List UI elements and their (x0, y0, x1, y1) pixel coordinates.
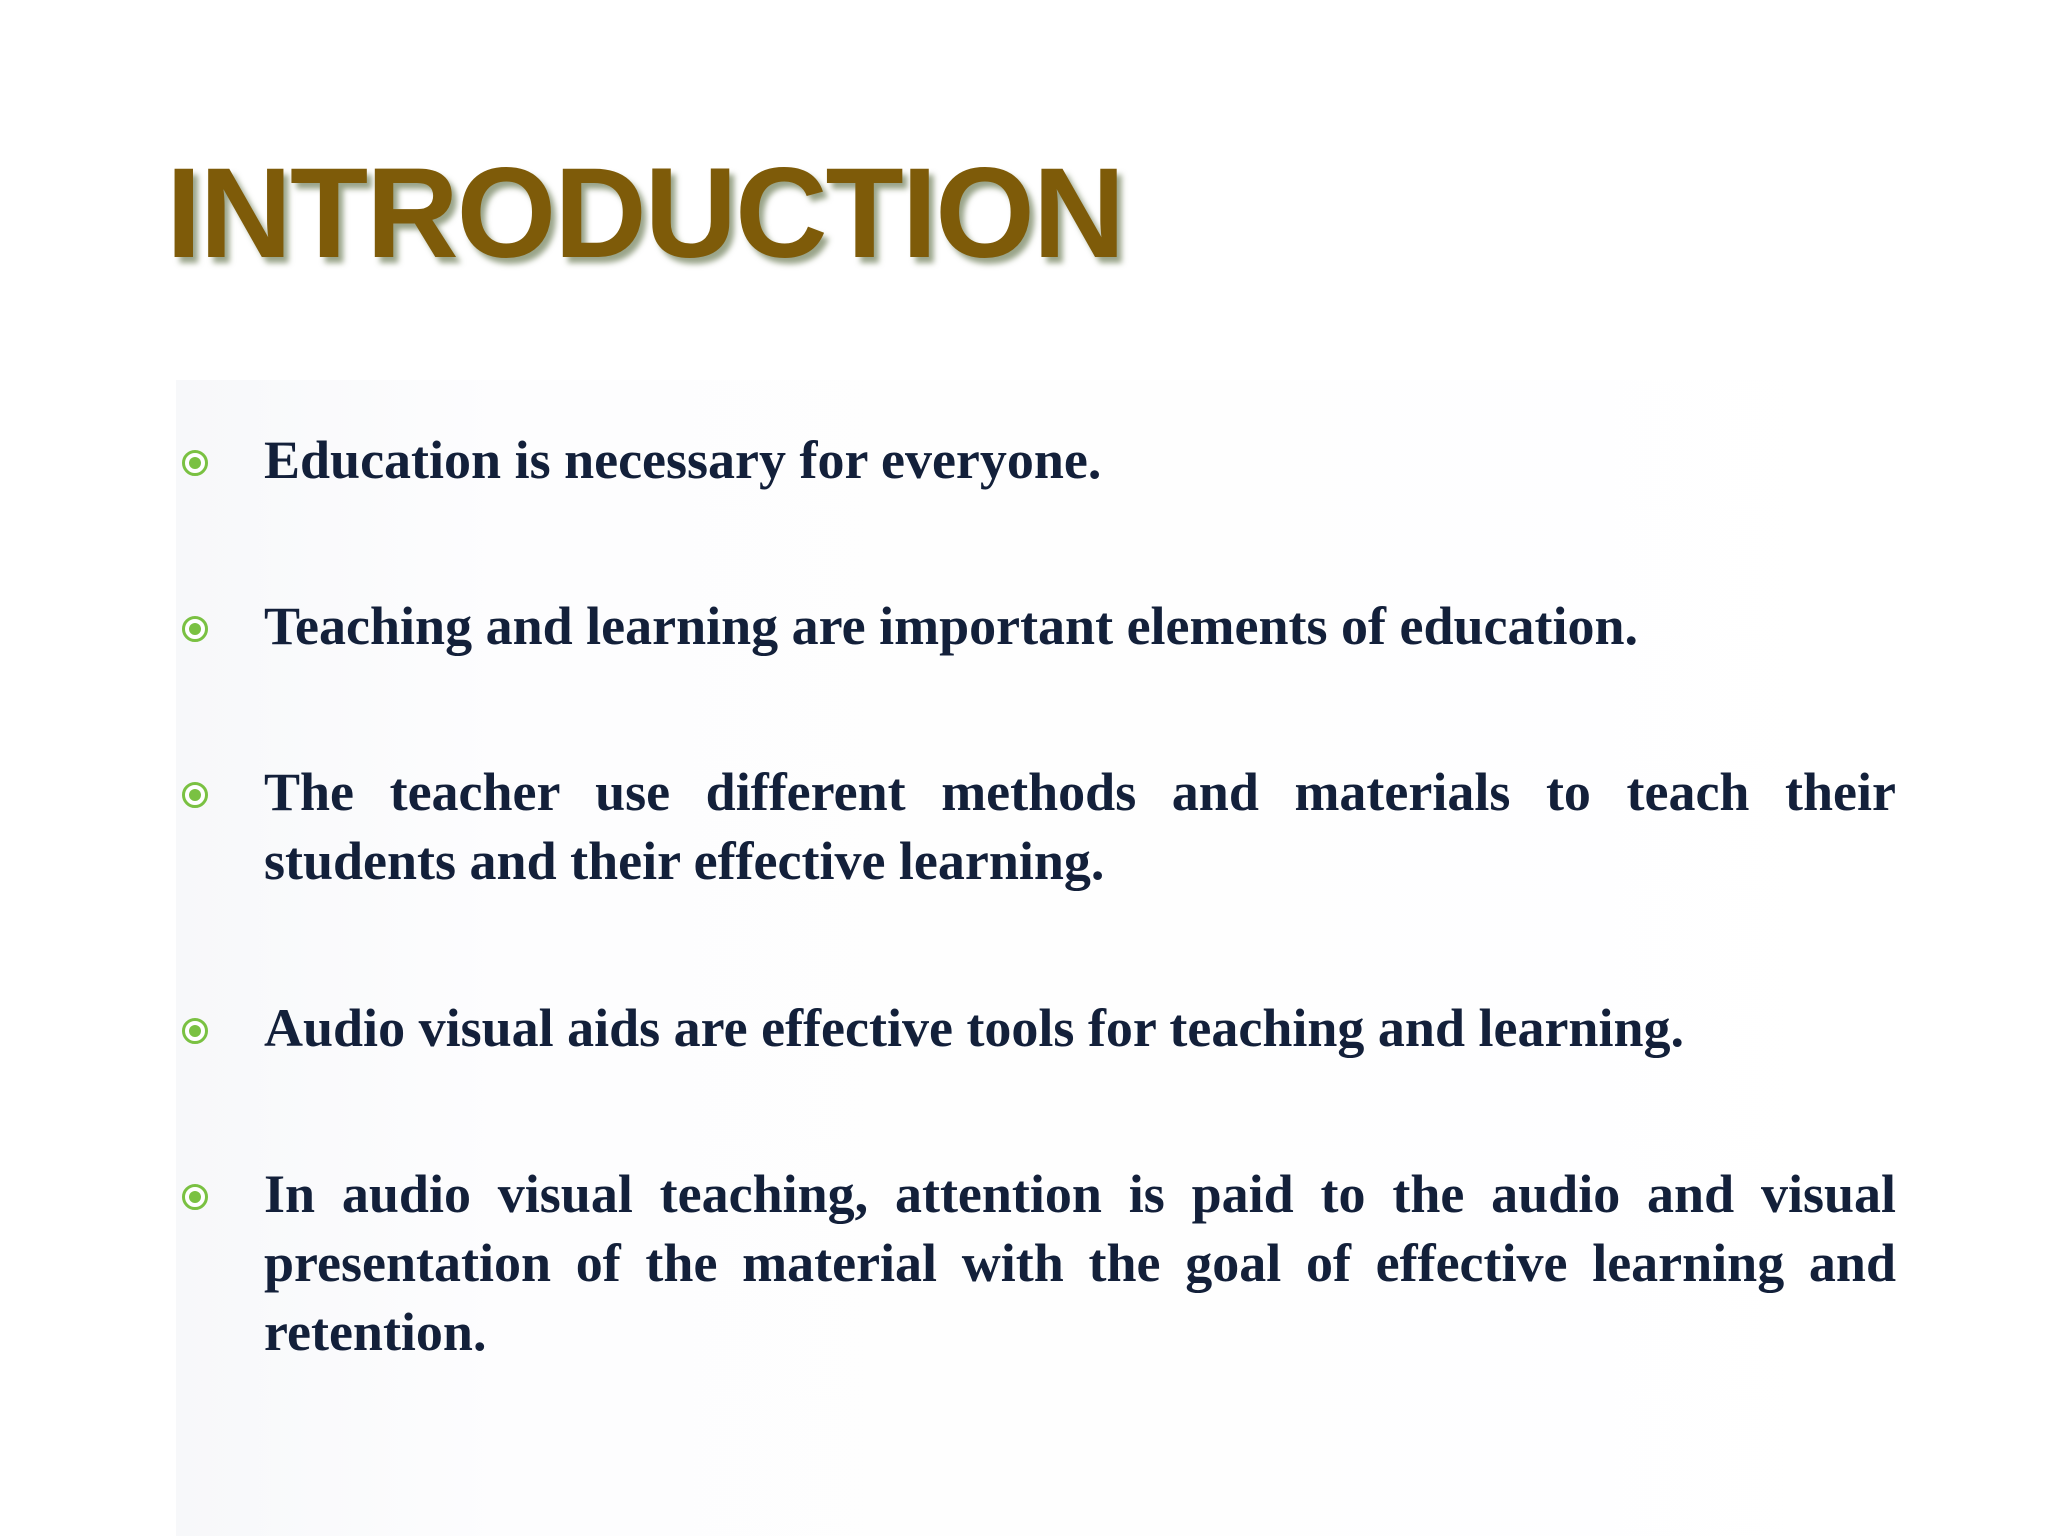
bullet-text: The teacher use different methods and materials to teach their students and their effective learning. (264, 762, 1896, 891)
target-bullet-icon (182, 782, 208, 808)
bullet-text: In audio visual teaching, attention is paid to the audio and visual presentation of the material with the goal of effective learning and retention. (264, 1164, 1896, 1362)
target-bullet-icon (182, 616, 208, 642)
target-bullet-icon (182, 1018, 208, 1044)
bullet-text: Audio visual aids are effective tools for teaching and learning. (264, 998, 1684, 1058)
target-bullet-icon (182, 450, 208, 476)
bullet-text: Teaching and learning are important elements of education. (264, 596, 1638, 656)
target-bullet-icon (182, 1184, 208, 1210)
slide-title: INTRODUCTION (166, 142, 1124, 285)
bullet-text: Education is necessary for everyone. (264, 430, 1102, 490)
